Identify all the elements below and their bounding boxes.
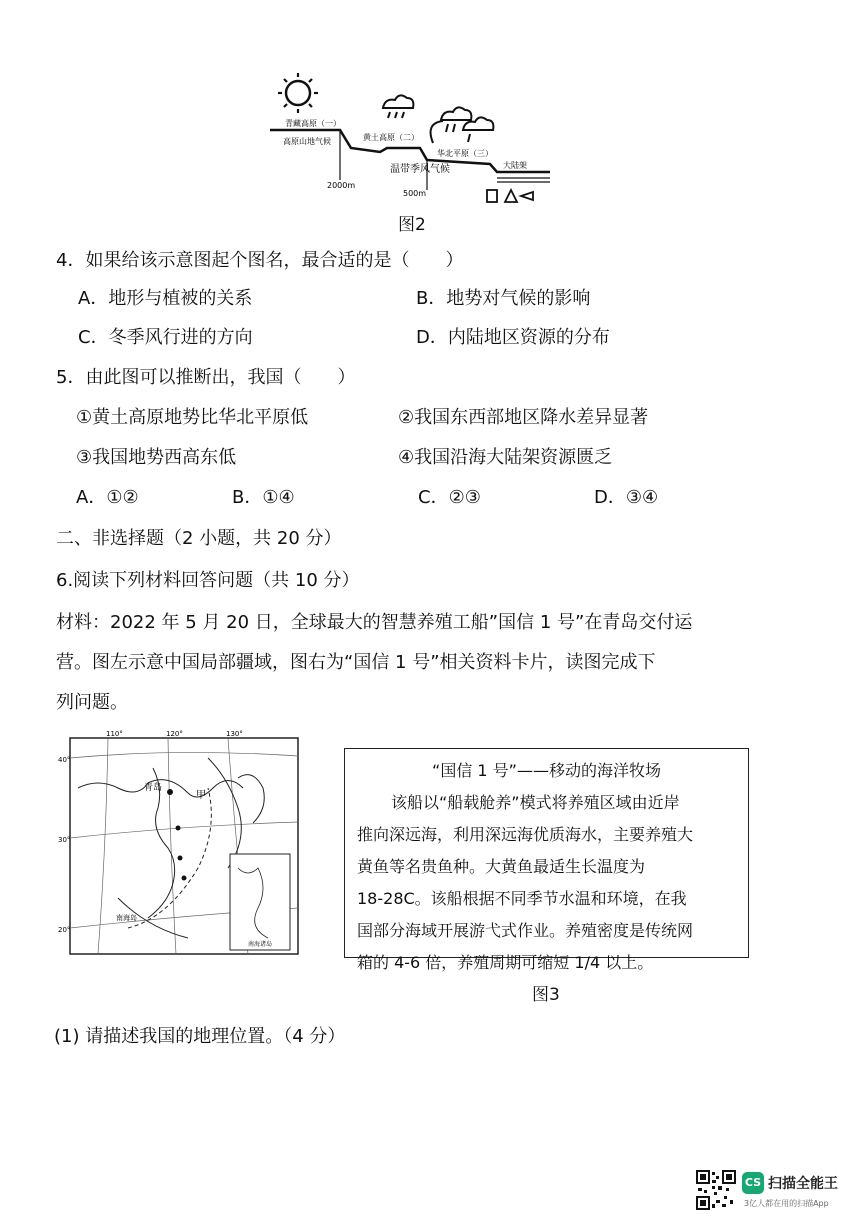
card-title: “国信 1 号”——移动的海洋牧场 bbox=[432, 761, 661, 780]
sun-icon bbox=[278, 73, 318, 113]
label-qingdao: 青岛 bbox=[144, 783, 163, 793]
lat-label-40: 40° bbox=[58, 756, 71, 764]
question-5-stem: 5．由此图可以推断出，我国（ ） bbox=[56, 367, 356, 388]
camscanner-logo-icon: CS bbox=[742, 1172, 764, 1194]
guoxin1-info-card bbox=[344, 748, 749, 972]
q4-option-a: A．地形与植被的关系 bbox=[78, 288, 253, 309]
lat-label-30: 30° bbox=[58, 836, 71, 844]
label-elevation-500: 500m bbox=[403, 189, 427, 198]
q5-option-b: B．①④ bbox=[232, 487, 295, 508]
card-line-2: 推向深远海，利用深远海优质海水，主要养殖大 bbox=[357, 825, 694, 844]
question-4-stem: 4．如果给该示意图起个图名，最合适的是（ ） bbox=[56, 250, 464, 271]
oil-rig-icon bbox=[487, 190, 533, 202]
q5-option-c: C．②③ bbox=[418, 487, 481, 508]
qr-code-icon bbox=[696, 1170, 736, 1210]
label-plateau1: 青藏高原（一） bbox=[285, 119, 341, 128]
question-6-stem: 6.阅读下列材料回答问题（共 10 分） bbox=[56, 570, 360, 591]
label-jia: 甲 bbox=[196, 790, 206, 801]
point-qingdao bbox=[167, 789, 173, 795]
lon-label-120: 120° bbox=[166, 730, 183, 738]
q4-option-b: B．地势对气候的影响 bbox=[416, 288, 591, 309]
q6-material-line1: 材料：2022 年 5 月 20 日，全球最大的智慧养殖工船”国信 1 号”在青岛交付运 bbox=[56, 612, 693, 633]
card-line-3: 黄鱼等名贵鱼种。大黄鱼最适生长温度为 bbox=[357, 857, 646, 876]
lat-label-20: 20° bbox=[58, 926, 71, 934]
card-line-1: 该船以“船载舱养”模式将养殖区域由近岸 bbox=[391, 793, 680, 812]
q6-material-line2: 营。图左示意中国局部疆域，图右为“国信 1 号”相关资料卡片，读图完成下 bbox=[56, 652, 656, 673]
label-nanhai-zhudao: 南海诸岛 bbox=[248, 941, 273, 948]
card-line-6: 箱的 4-6 倍，养殖周期可缩短 1/4 以上。 bbox=[357, 953, 654, 972]
q5-option-a: A．①② bbox=[76, 487, 139, 508]
watermark-tagline: 3亿人都在用的扫描App bbox=[744, 1199, 829, 1208]
label-climate: 温带季风气候 bbox=[390, 164, 450, 175]
label-plain3: 华北平原（三） bbox=[437, 149, 493, 158]
china-partial-map bbox=[58, 728, 304, 960]
airflow-arrow bbox=[431, 121, 443, 143]
label-elevation-2000: 2000m bbox=[327, 181, 356, 190]
label-shelf: 大陆架 bbox=[503, 161, 527, 170]
q5-statement-4: ④我国沿海大陆架资源匮乏 bbox=[398, 447, 613, 468]
question-6-1: (1) 请描述我国的地理位置。（4 分） bbox=[54, 1026, 346, 1047]
terrain-profile-diagram bbox=[265, 68, 565, 208]
card-line-5: 国部分海域开展游弋式作业。养殖密度是传统网 bbox=[357, 921, 694, 940]
q4-option-d: D．内陆地区资源的分布 bbox=[416, 327, 610, 348]
lon-label-110: 110° bbox=[106, 730, 123, 738]
label-nanhai-island: 南海岛 bbox=[116, 914, 137, 922]
watermark-brand: 扫描全能王 bbox=[768, 1176, 838, 1192]
figure2-caption: 图2 bbox=[398, 215, 426, 235]
south-china-sea-inset bbox=[230, 854, 290, 950]
section-2-heading: 二、非选择题（2 小题，共 20 分） bbox=[56, 528, 342, 549]
lon-label-130: 130° bbox=[226, 730, 243, 738]
q5-option-d: D．③④ bbox=[594, 487, 659, 508]
rain-cloud-icon bbox=[383, 95, 413, 118]
figure3-caption: 图3 bbox=[532, 985, 560, 1005]
rain-cloud-icon bbox=[441, 107, 493, 142]
label-plateau1-climate: 高原山地气候 bbox=[283, 137, 331, 146]
q5-statement-1: ①黄土高原地势比华北平原低 bbox=[76, 407, 309, 428]
card-line-4: 18-28C。该船根据不同季节水温和环境，在我 bbox=[357, 889, 687, 908]
q6-material-line3: 列问题。 bbox=[56, 692, 128, 713]
q4-option-c: C．冬季风行进的方向 bbox=[78, 327, 253, 348]
q5-statement-2: ②我国东西部地区降水差异显著 bbox=[398, 407, 649, 428]
label-plateau2: 黄土高原（二） bbox=[363, 133, 419, 142]
q5-statement-3: ③我国地势西高东低 bbox=[76, 447, 237, 468]
